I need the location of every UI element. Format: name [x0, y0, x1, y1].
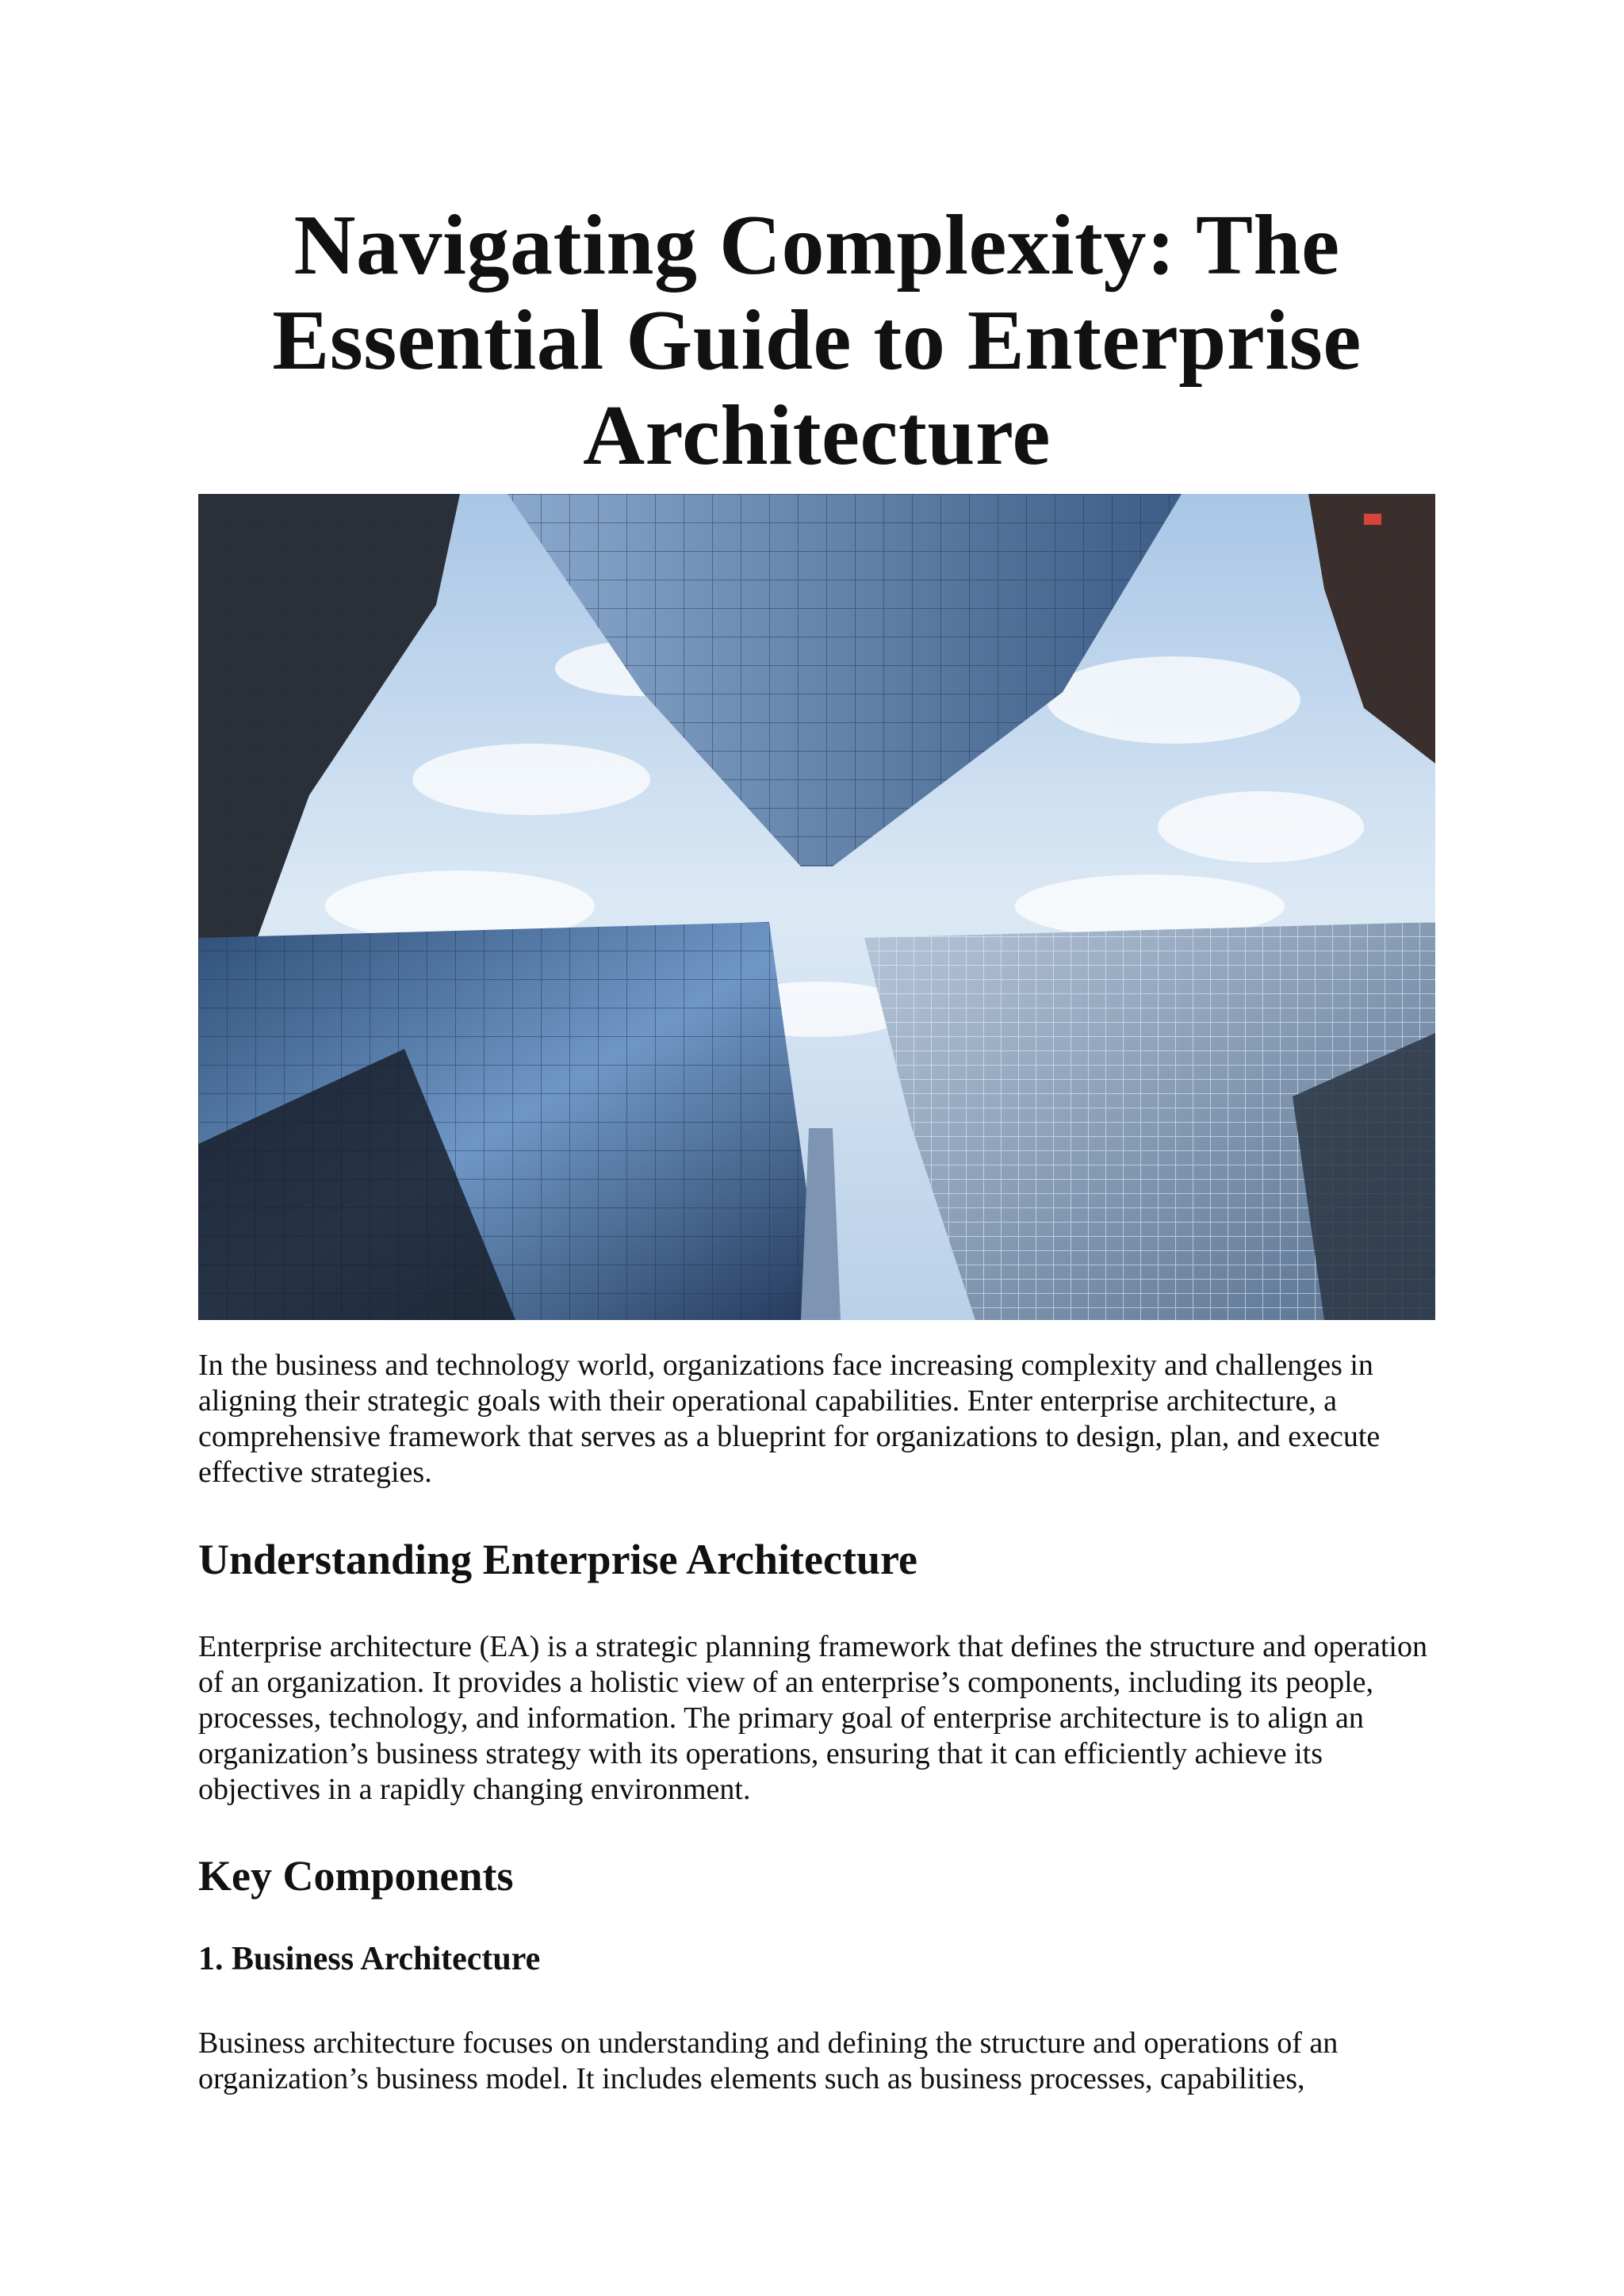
article-title: Navigating Complexity: The Essential Guide to Enterprise Architecture — [272, 198, 1362, 483]
hero-image — [198, 494, 1435, 1320]
section-heading-key-components: Key Components — [198, 1852, 514, 1900]
intro-paragraph: In the business and technology world, organizations face increasing complexity and challenges in aligning their strategic goals with their operational capabilities. Enter enterprise architecture, a comprehensive framework that serves as a blueprint for organizations to design, plan, and execute effective strategies. — [198, 1349, 1381, 1489]
subheading-business-architecture: 1. Business Architecture — [198, 1941, 541, 1977]
skyscrapers-illustration — [198, 494, 1435, 1320]
section-heading-understanding: Understanding Enterprise Architecture — [198, 1536, 917, 1583]
section-paragraph-understanding: Enterprise architecture (EA) is a strategic planning framework that defines the structure and operation of an organization. It provides a holistic view of an enterprise’s components, including its people, processes, technology, and information. The primary goal of enterprise architecture is to align an organization’s business strategy with its operations, ensuring that it can efficiently achieve its objectives in a rapidly changing environment. — [198, 1630, 1427, 1806]
section-paragraph-business-architecture: Business architecture focuses on understanding and defining the structure and operations of an organization’s business model. It includes elements such as business processes, capabilities, — [198, 2026, 1339, 2095]
